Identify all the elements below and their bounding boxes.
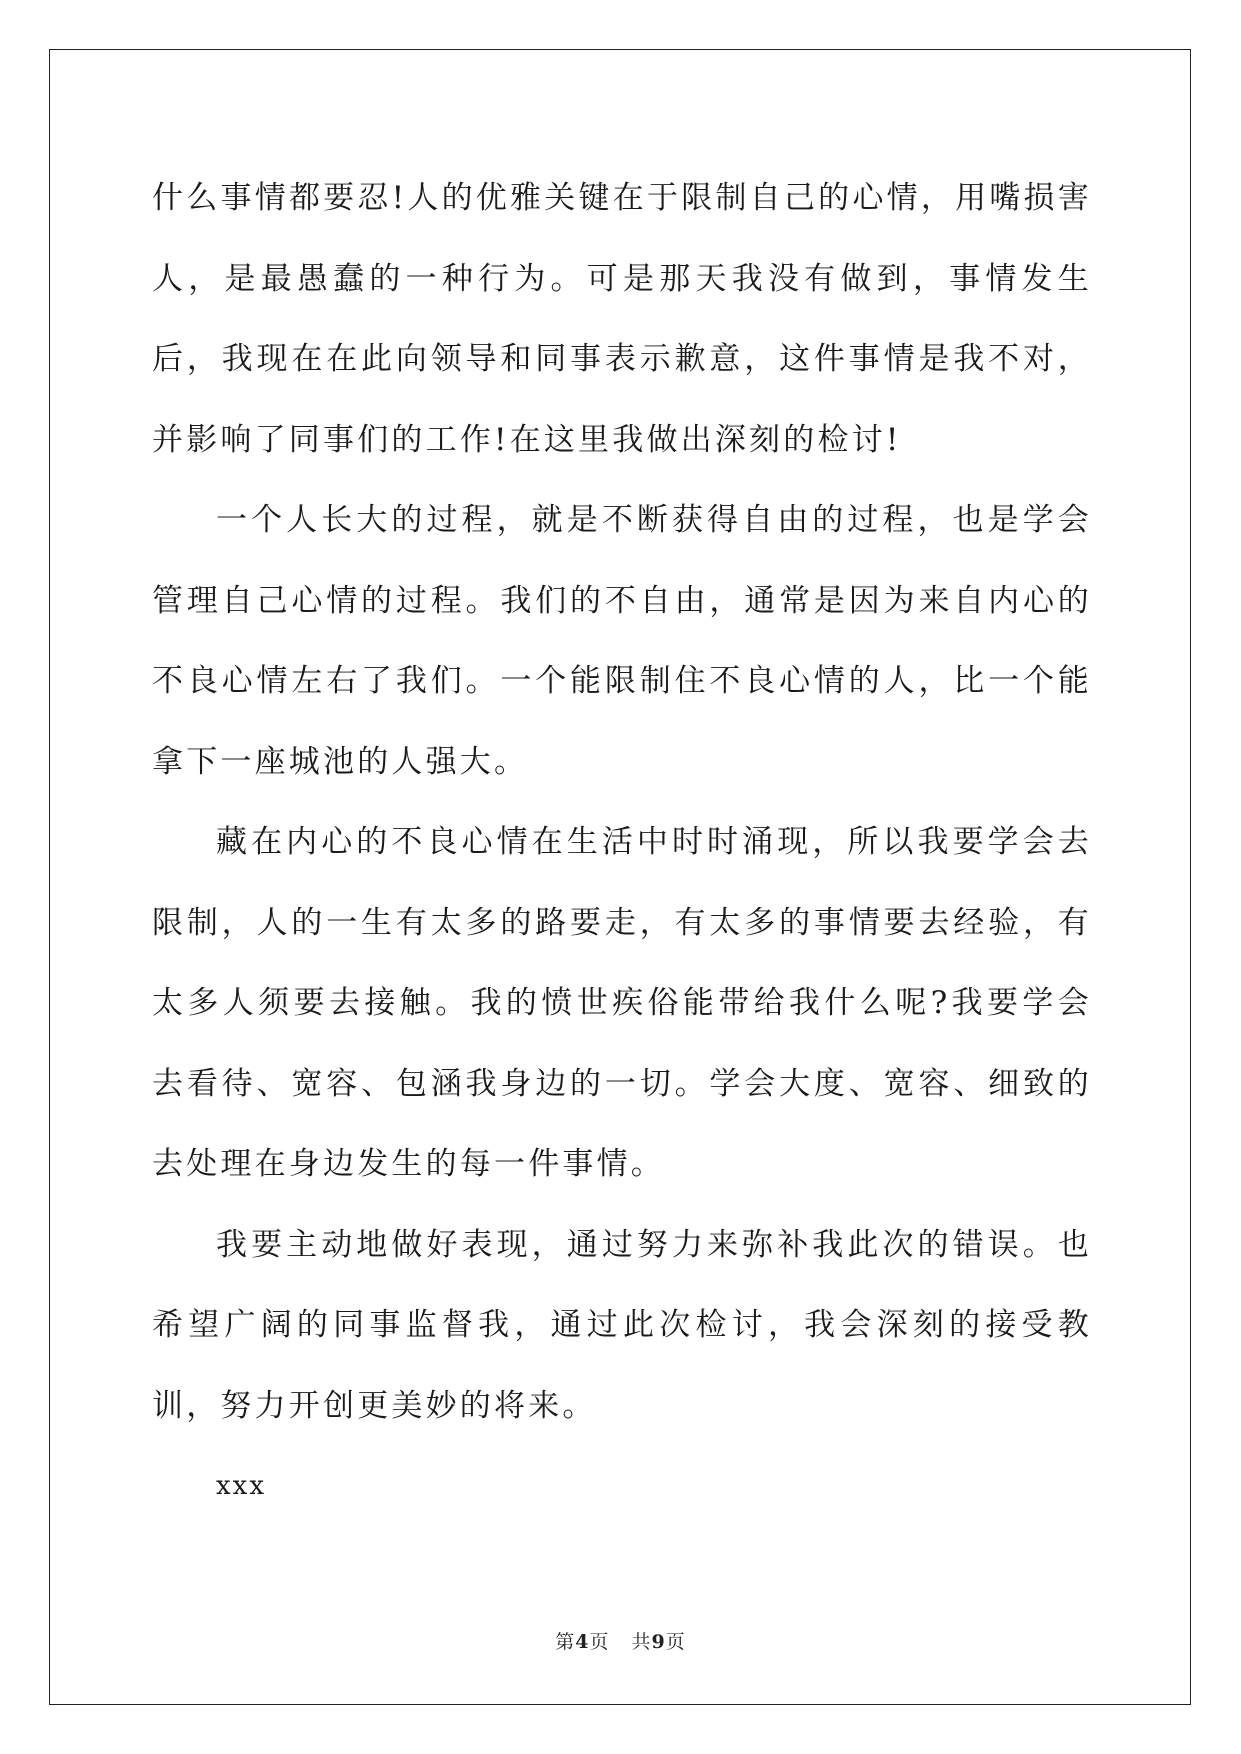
- signature: xxx: [216, 1471, 266, 1501]
- total-prefix: 共: [631, 1631, 652, 1653]
- paragraph-1: 什么事情都要忍!人的优雅关键在于限制自己的心情，用嘴损害人，是最愚蠢的一种行为。可是那天我没有做到，事情发生后，我现在在此向领导和同事表示歉意，这件事情是我不对，并影响了同事们的工作!在这里我做出深刻的检讨!: [152, 180, 1092, 458]
- total-suffix: 页: [665, 1631, 686, 1653]
- paragraph-2: 一个人长大的过程，就是不断获得自由的过程，也是学会管理自己心情的过程。我们的不自由，通常是因为来自内心的不良心情左右了我们。一个能限制住不良心情的人，比一个能拿下一座城池的人强大。: [152, 502, 1092, 780]
- paragraph-4: 我要主动地做好表现，通过努力来弥补我此次的错误。也希望广阔的同事监督我，通过此次检讨，我会深刻的接受教训，努力开创更美妙的将来。: [152, 1226, 1092, 1424]
- page-current: 4: [575, 1631, 590, 1653]
- document-body: [152, 158, 1092, 1527]
- page-footer: [0, 1627, 1241, 1654]
- page-suffix: 页: [589, 1631, 610, 1653]
- paragraph-3: 藏在内心的不良心情在生活中时时涌现，所以我要学会去限制，人的一生有太多的路要走，有太多的事情要去经验，有太多人须要去接触。我的愤世疾俗能带给我什么呢?我要学会去看待、宽容、包涵我身边的一切。学会大度、宽容、细致的去处理在身边发生的每一件事情。: [152, 824, 1092, 1182]
- page-prefix: 第: [555, 1631, 576, 1653]
- page-total: 9: [651, 1631, 666, 1653]
